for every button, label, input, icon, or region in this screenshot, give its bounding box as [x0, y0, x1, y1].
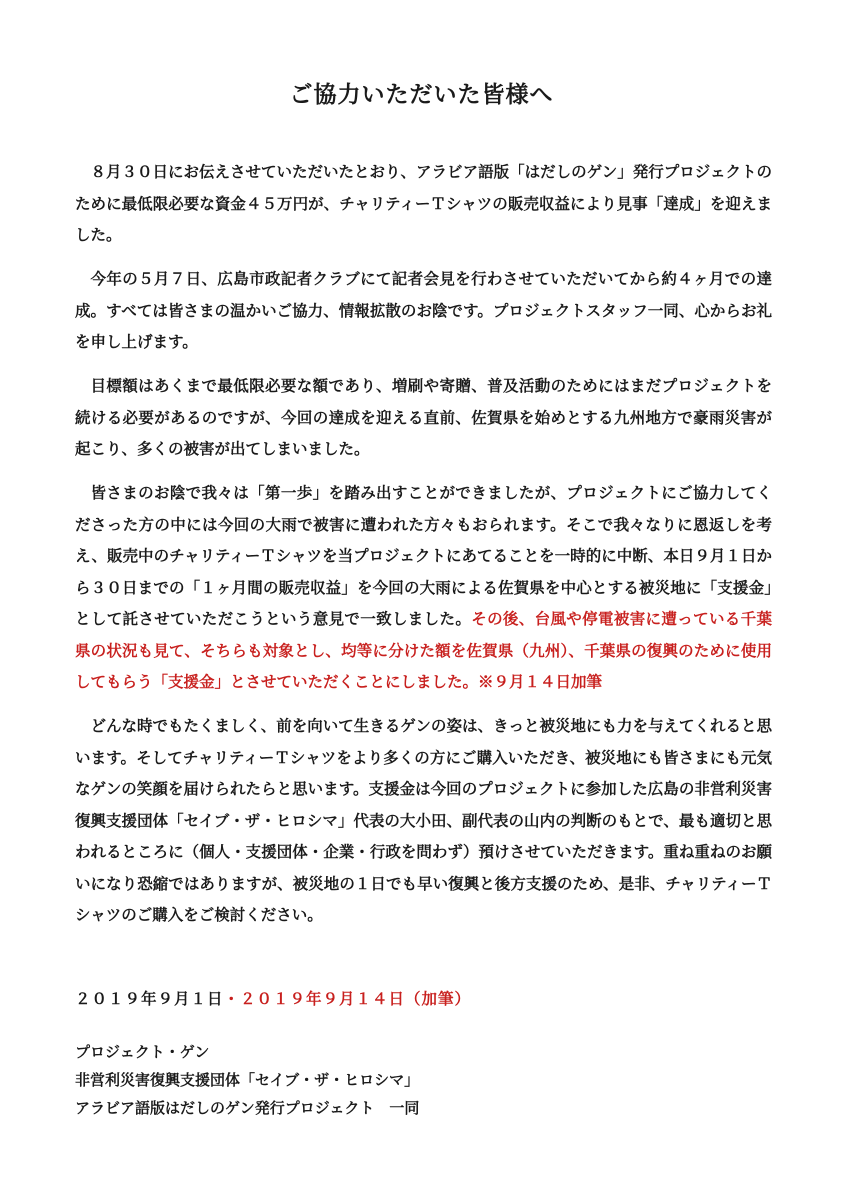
paragraph-request: どんな時でもたくましく、前を向いて生きるゲンの姿は、きっと被災地にも力を与えてくれると思います。そしてチャリティーＴシャツをより多くの方にご購入いただき、被災地にも皆さまにも元気なゲンの笑顔を届けられたらと思います。支援金は今回のプロジェクトに参加した広島の非営利災害復興支援団体「セイブ・ザ・ヒロシマ」代表の大小田、副代表の山内の判断のもとで、最も適切と思われるところに（個人・支援団体・企業・行政を問わず）預けさせていただきます。重ね重ねのお願いになり恐縮ではありますが、被災地の１日でも早い復興と後方支援のため、是非、チャリティーＴシャツのご購入をご検討ください。	[75, 716, 772, 924]
signature-line: アラビア語版はだしのゲン発行プロジェクト 一同	[75, 1099, 420, 1117]
paragraph-disaster: 目標額はあくまで最低限必要な額であり、増刷や寄贈、普及活動のためにはまだプロジェクトを続ける必要があるのですが、今回の達成を迎える直前、佐賀県を始めとする九州地方で豪雨災害が起こり、多くの被害が出てしまいました。	[75, 376, 772, 458]
addendum-date: ２０１９年９月１４日（加筆）	[240, 989, 472, 1008]
signature-block	[75, 1038, 419, 1122]
signature-line: 非営利災害復興支援団体「セイブ・ザ・ヒロシマ」	[75, 1071, 420, 1089]
page-title: ご協力いただいた皆様へ	[289, 81, 554, 108]
paragraph-thanks: 今年の５月７日、広島市政記者クラブにて記者会見を行わさせていただいてから約４ヶ月での達成。すべては皆さまの温かいご協力、情報拡散のお陰です。プロジェクトスタッフ一同、心からお礼を申し上げます。	[75, 269, 772, 351]
date-separator: ・	[223, 989, 241, 1008]
addendum-text: その後、台風や停電被害に遭っている千葉県の状況も見て、そちらも対象とし、均等に分けた額を佐賀県（九州）、千葉県の復興のために使用してもらう「支援金」とさせていただくことにしました。※９月１４日加筆	[75, 609, 772, 691]
signature-line: プロジェクト・ゲン	[75, 1043, 210, 1061]
original-date: ２０１９年９月１日	[75, 989, 224, 1008]
support-plan-text: 皆さまのお陰で我々は「第一歩」を踏み出すことができましたが、プロジェクトにご協力してくださった方の中には今回の大雨で被害に遭われた方々もおられます。そこで我々なりに恩返しを考え、販売中のチャリティーＴシャツを当プロジェクトにあてることを一時的に中断、本日９月１日から３０日までの「１ヶ月間の販売収益」を今回の大雨による佐賀県を中心とする被災地に「支援金」として託させていただこうという意見で一致しました。	[75, 483, 772, 628]
date-line	[75, 987, 471, 1009]
paragraph-support-plan	[75, 477, 772, 698]
paragraph-achievement: ８月３０日にお伝えさせていただいたとおり、アラビア語版「はだしのゲン」発行プロジェクトのために最低限必要な資金４５万円が、チャリティーＴシャツの販売収益により見事「達成」を迎えました。	[75, 162, 772, 244]
